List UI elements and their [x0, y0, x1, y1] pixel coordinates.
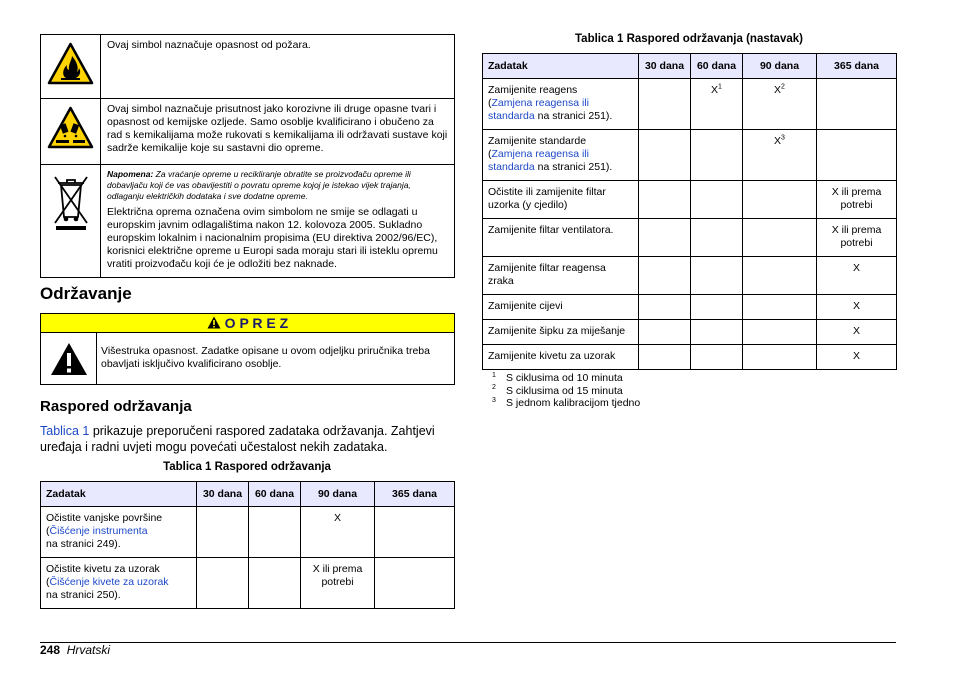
cell: [743, 219, 817, 257]
cell: [639, 295, 691, 320]
cell: [639, 345, 691, 370]
table-row: [41, 507, 455, 558]
footnote: $^2$ S ciklusima od 15 minuta: [492, 384, 623, 397]
table-row: [483, 181, 897, 219]
table-caption: Tablica 1 Raspored održavanja (nastavak): [575, 33, 803, 45]
cell: X: [301, 507, 375, 558]
cell: [691, 219, 743, 257]
header-cell: 30 dana: [197, 482, 249, 507]
header-cell: 365 dana: [375, 482, 455, 507]
reference-link[interactable]: Zamjena reagensa ili standarda: [488, 97, 589, 122]
task-cell: Očistite kivetu za uzorak (Čišćenje kivete za uzorak na stranici 250).: [41, 558, 197, 609]
table-header-row: [483, 54, 897, 79]
symbol-cell: [41, 165, 101, 278]
cell: [743, 345, 817, 370]
maintenance-table: [40, 481, 455, 609]
cell: X: [817, 295, 897, 320]
cell: [691, 320, 743, 345]
cell: [743, 181, 817, 219]
table-row: [483, 345, 897, 370]
table-row: [483, 257, 897, 295]
symbol-cell: [41, 35, 101, 99]
cell: [639, 181, 691, 219]
table-row: [41, 558, 455, 609]
caution-bar: [41, 314, 454, 333]
caution-box: [40, 313, 455, 385]
cell: X: [817, 257, 897, 295]
intro-paragraph: [40, 424, 454, 455]
cell: [691, 130, 743, 181]
task-cell: Zamijenite filtar reagensa zraka: [483, 257, 639, 295]
task-cell: Zamijenite standarde (Zamjena reagensa ili standarda na stranici 251).: [483, 130, 639, 181]
cell: [691, 295, 743, 320]
cell: [375, 507, 455, 558]
note-text: Za vraćanje opreme u recikliranje obratite se proizvođaču opreme ili dobavljaču koji će vas obavijestiti o povratu opreme kojoj je istekao vijek trajanja, odlaganju električkih dodataka i sve dodatne opreme.: [107, 169, 411, 201]
table-link[interactable]: Tablica 1: [40, 424, 90, 438]
table-row: [483, 130, 897, 181]
task-cell: Očistite vanjske površine (Čišćenje instrumenta na stranici 249).: [41, 507, 197, 558]
table-header-row: [41, 482, 455, 507]
weee-bin-icon: [41, 165, 100, 235]
page-number: 248: [40, 643, 61, 657]
warning-icon: [207, 316, 221, 329]
cell: [249, 558, 301, 609]
symbol-text: Ovaj simbol naznačuje opasnost od požara.: [101, 35, 455, 99]
header-cell: Zadatak: [41, 482, 197, 507]
warning-icon: [50, 342, 88, 376]
cell: [817, 130, 897, 181]
header-cell: Zadatak: [483, 54, 639, 79]
cell: [817, 79, 897, 130]
task-cell: Zamijenite filtar ventilatora.: [483, 219, 639, 257]
footnote: $^1$ S ciklusima od 10 minuta: [492, 371, 623, 384]
cell: [639, 79, 691, 130]
header-cell: 90 dana: [301, 482, 375, 507]
cell: [375, 558, 455, 609]
header-cell: 365 dana: [817, 54, 897, 79]
header-cell: 90 dana: [743, 54, 817, 79]
cell: [691, 257, 743, 295]
cell: $X^2$: [743, 79, 817, 130]
table-caption: Tablica 1 Raspored održavanja: [163, 461, 331, 473]
note-label: Napomena:: [107, 169, 154, 179]
caution-text: Višestruka opasnost. Zadatke opisane u ovom odjeljku priručnika treba obavljati isključivo kvalificirano osoblje.: [101, 345, 430, 370]
footnotes: [492, 372, 792, 410]
caution-icon-cell: [41, 333, 97, 384]
footer-rule: [40, 642, 896, 643]
cell: [691, 345, 743, 370]
task-cell: Zamijenite reagens (Zamjena reagensa ili standarda na stranici 251).: [483, 79, 639, 130]
fire-hazard-icon: [41, 35, 100, 94]
cell: [639, 320, 691, 345]
table-row: [483, 79, 897, 130]
table-row: [483, 295, 897, 320]
cell: X: [817, 320, 897, 345]
weee-text: Električna oprema označena ovim simbolom ne smije se odlagati u europskim javnim odlagalištima nakon 12. kolovoza 2005. Sukladno europskim lokalnim i nacionalnim propisima (EU direktiva 2002/96/EC), korisnici električne opreme u Europi sada moraju stari ili isteklu opremu vratiti proizvođaču koji će je odložiti bez naknade.: [107, 206, 438, 270]
footnote: $^3$ S jednom kalibracijom tjedno: [492, 396, 641, 409]
cell: [639, 130, 691, 181]
header-cell: 60 dana: [691, 54, 743, 79]
reference-link[interactable]: Zamjena reagensa ili standarda: [488, 148, 589, 173]
cell: X ili prema potrebi: [301, 558, 375, 609]
corrosive-hazard-icon: [41, 99, 100, 160]
subsection-heading: Raspored održavanja: [40, 398, 192, 415]
table-row: [483, 219, 897, 257]
symbol-text: Ovaj simbol naznačuje prisutnost jako korozivne ili druge opasne tvari i opasnost od kemijske ozljede. Samo osoblje kvalificirano i obučeno za rad s kemikalijama može rukovati s kemikalijama ili održavati sustave koji sadrže kemikalije koje su sastavni dio opreme.: [101, 99, 455, 165]
section-heading: Održavanje: [40, 284, 132, 303]
task-cell: Zamijenite kivetu za uzorak: [483, 345, 639, 370]
cell: [639, 257, 691, 295]
page-language: Hrvatski: [66, 643, 111, 657]
cell: X ili prema potrebi: [817, 181, 897, 219]
cell: [691, 181, 743, 219]
cell: [249, 507, 301, 558]
task-cell: Očistite ili zamijenite filtar uzorka (y cjedilo): [483, 181, 639, 219]
reference-link[interactable]: Čišćenje instrumenta: [49, 525, 148, 537]
symbol-table: [40, 34, 455, 278]
page-footer: [40, 643, 110, 657]
task-cell: Zamijenite šipku za miješanje: [483, 320, 639, 345]
header-cell: 60 dana: [249, 482, 301, 507]
cell: X: [817, 345, 897, 370]
header-cell: 30 dana: [639, 54, 691, 79]
weee-note: [107, 169, 448, 202]
reference-link[interactable]: Čišćenje kivete za uzorak: [49, 576, 169, 588]
cell: $X^3$: [743, 130, 817, 181]
caution-label: O P R E Z: [224, 315, 289, 331]
cell: [197, 558, 249, 609]
cell: [197, 507, 249, 558]
symbol-text: [101, 165, 455, 278]
intro-text: prikazuje preporučeni raspored zadataka održavanja. Zahtjevi uređaja i radni uvjeti mogu povećati učestalost nekih zadataka.: [40, 424, 435, 454]
maintenance-table-continued: [482, 53, 897, 370]
symbol-cell: [41, 99, 101, 165]
cell: $X^1$: [691, 79, 743, 130]
task-cell: Zamijenite cijevi: [483, 295, 639, 320]
cell: [743, 295, 817, 320]
table-row: [483, 320, 897, 345]
cell: [639, 219, 691, 257]
cell: X ili prema potrebi: [817, 219, 897, 257]
cell: [743, 257, 817, 295]
cell: [743, 320, 817, 345]
